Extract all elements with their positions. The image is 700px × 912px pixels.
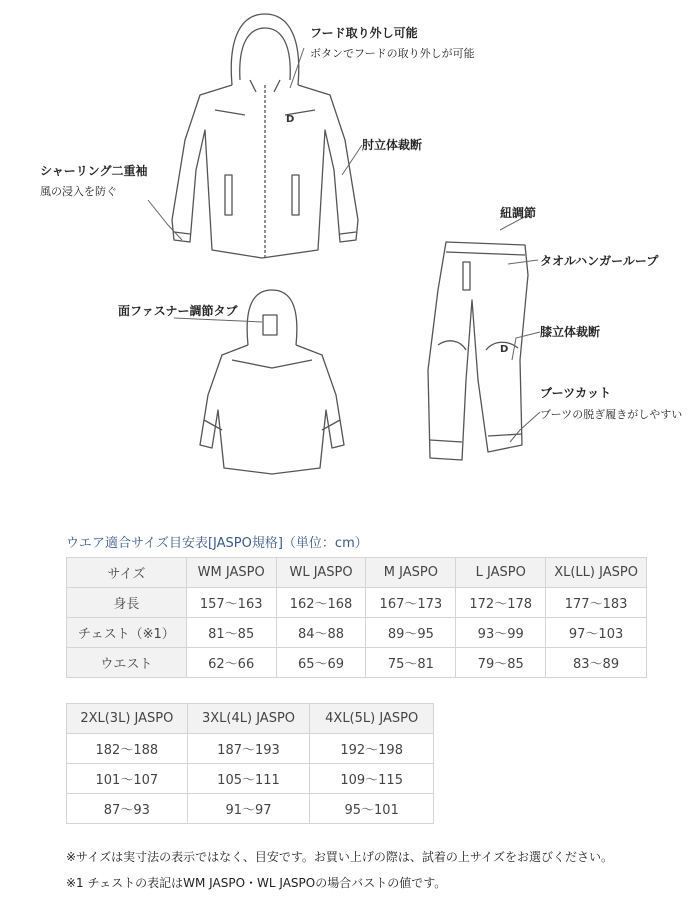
callout-cord: 紐調節 (500, 206, 537, 220)
header-cell: 4XL(5L) JASPO (310, 704, 434, 734)
callout-cuff-desc: 風の浸入を防ぐ (40, 185, 117, 198)
table-cell: 91～97 (187, 794, 310, 824)
row-label-height: 身長 (67, 588, 187, 618)
callout-knee: 膝立体裁断 (540, 325, 601, 339)
table-cell: 79～85 (456, 648, 546, 678)
callout-elbow: 肘立体裁断 (362, 138, 423, 152)
header-cell: WM JASPO (186, 558, 276, 588)
table-row (67, 794, 434, 824)
table-cell: 177～183 (546, 588, 647, 618)
table-cell: 95～101 (310, 794, 434, 824)
table-cell: 97～103 (546, 618, 647, 648)
table-cell: 62～66 (186, 648, 276, 678)
callout-towel: タオルハンガーループ (540, 254, 659, 268)
table-cell: 84～88 (276, 618, 366, 648)
table-row (67, 558, 647, 588)
table-cell: 87～93 (67, 794, 188, 824)
table-cell: 167～173 (366, 588, 456, 618)
table-cell: 182～188 (67, 734, 188, 764)
table-row (67, 764, 434, 794)
header-cell: XL(LL) JASPO (546, 558, 647, 588)
callout-hood-desc: ボタンでフードの取り外しが可能 (310, 47, 475, 60)
callout-face-zip: 面ファスナー調節タブ (118, 304, 238, 318)
size-table-2 (66, 703, 434, 824)
table-cell: 172～178 (456, 588, 546, 618)
table-row (67, 734, 434, 764)
header-cell: 2XL(3L) JASPO (67, 704, 188, 734)
table-row (67, 704, 434, 734)
header-cell: WL JASPO (276, 558, 366, 588)
table-cell: 157～163 (186, 588, 276, 618)
table-cell: 65～69 (276, 648, 366, 678)
table-cell: 101～107 (67, 764, 188, 794)
size-table-1 (66, 557, 647, 678)
table-row (67, 648, 647, 678)
row-label-chest: チェスト（※1） (67, 618, 187, 648)
row-label-size: サイズ (67, 558, 187, 588)
pants-logo: D (500, 344, 509, 355)
table-cell: 93～99 (456, 618, 546, 648)
callout-hood-title: フード取り外し可能 (310, 26, 418, 40)
header-cell: 3XL(4L) JASPO (187, 704, 310, 734)
pants-drawing (428, 242, 528, 460)
table-cell: 83～89 (546, 648, 647, 678)
callout-cuff-title: シャーリング二重袖 (40, 164, 148, 178)
table-cell: 105～111 (187, 764, 310, 794)
jacket-logo: D (286, 114, 295, 125)
callout-boots-title: ブーツカット (540, 386, 612, 400)
header-cell: L JASPO (456, 558, 546, 588)
table-row (67, 588, 647, 618)
callout-boots-desc: ブーツの脱ぎ履きがしやすい (540, 408, 683, 421)
row-label-waist: ウエスト (67, 648, 187, 678)
table-cell: 109～115 (310, 764, 434, 794)
footnote-size: ※サイズは実寸法の表示ではなく、目安です。お買い上げの際は、試着の上サイズをお選びください。 (66, 850, 613, 864)
table-cell: 89～95 (366, 618, 456, 648)
table-cell: 162～168 (276, 588, 366, 618)
size-table-title: ウエア適合サイズ目安表[JASPO規格]（単位：cm） (66, 536, 368, 551)
footnote-chest: ※1 チェストの表記はWM JASPO・WL JASPOの場合バストの値です。 (66, 876, 447, 890)
table-cell: 75～81 (366, 648, 456, 678)
table-cell: 187～193 (187, 734, 310, 764)
table-cell: 192～198 (310, 734, 434, 764)
table-cell: 81～85 (186, 618, 276, 648)
table-row (67, 618, 647, 648)
header-cell: M JASPO (366, 558, 456, 588)
